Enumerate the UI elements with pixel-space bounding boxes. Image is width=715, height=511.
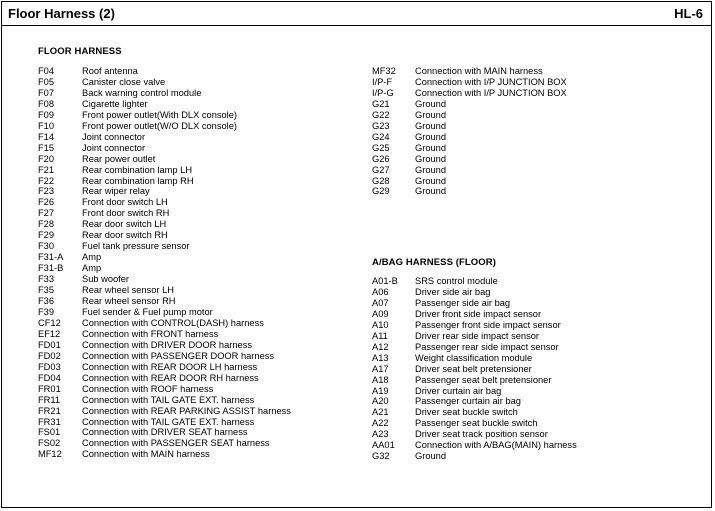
connector-entry	[38, 351, 291, 362]
connector-entry	[38, 285, 291, 296]
connector-description: Driver seat belt pretensioner	[415, 363, 532, 374]
connector-code: F23	[38, 186, 55, 197]
connector-entry	[372, 309, 577, 320]
connector-entry	[38, 219, 291, 230]
connector-entry	[372, 165, 567, 176]
page-title: Floor Harness (2)	[8, 6, 115, 21]
connector-description: Back warning control module	[82, 87, 202, 98]
connector-code: A01-B	[372, 276, 398, 286]
connector-code: F35	[38, 285, 55, 296]
connector-description: Rear door switch RH	[82, 230, 168, 241]
connector-code: G25	[372, 142, 390, 153]
connector-code: F15	[38, 142, 55, 153]
connector-code: F30	[38, 241, 55, 252]
connector-entry	[38, 395, 291, 406]
connector-code: MF32	[372, 66, 396, 76]
connector-entry	[38, 143, 291, 154]
connector-description: Connection with I/P JUNCTION BOX	[415, 87, 567, 98]
connector-description: Passenger rear side impact sensor	[415, 341, 559, 352]
connector-code: F20	[38, 153, 55, 164]
connector-description: Fuel sender & Fuel pump motor	[82, 306, 213, 317]
connector-description: Amp	[82, 263, 102, 274]
connector-code: A21	[372, 407, 389, 418]
connector-description: Sub woofer	[82, 274, 130, 285]
connector-description: Driver seat buckle switch	[415, 407, 518, 418]
connector-entry	[38, 110, 291, 121]
connector-code: F26	[38, 197, 55, 208]
connector-code: EF12	[38, 328, 61, 339]
connector-code: G29	[372, 186, 390, 197]
connector-description: Ground	[415, 164, 447, 175]
connector-code: G27	[372, 164, 390, 175]
floor-harness-heading: FLOOR HARNESS	[38, 46, 122, 57]
connector-description: Driver curtain air bag	[415, 385, 502, 396]
connector-description: Canister close valve	[82, 76, 166, 87]
connector-description: Connection with ROOF harness	[82, 383, 214, 394]
connector-code: MF12	[38, 449, 62, 460]
connector-entry	[38, 307, 291, 318]
connector-code: I/P-G	[372, 87, 394, 98]
connector-code: FD01	[38, 339, 61, 350]
connector-entry	[38, 132, 291, 143]
connector-entry	[372, 88, 567, 99]
connector-entry	[38, 340, 291, 351]
connector-entry	[38, 318, 291, 329]
connector-code: A11	[372, 330, 388, 341]
connector-description: Ground	[415, 142, 447, 153]
connector-description: Rear combination lamp RH	[82, 175, 194, 186]
connector-entry	[372, 440, 577, 451]
connector-entry	[372, 121, 567, 132]
connector-description: Front door switch RH	[82, 208, 170, 219]
connector-entry	[38, 384, 291, 395]
connector-code: F27	[38, 208, 55, 219]
connector-description: Driver front side impact sensor	[415, 308, 542, 319]
connector-entry	[38, 296, 291, 307]
connector-entry	[38, 241, 291, 252]
connector-code: G21	[372, 98, 390, 109]
connector-code: F33	[38, 274, 55, 285]
connector-code: F05	[38, 76, 55, 87]
connector-code: FR21	[38, 405, 61, 416]
connector-code: FS02	[38, 438, 61, 449]
connector-description: Connection with DRIVER DOOR harness	[82, 339, 252, 350]
connector-entry	[38, 274, 291, 285]
connector-description: Connection with REAR DOOR RH harness	[82, 372, 259, 383]
connector-description: Joint connector	[82, 142, 146, 153]
connector-description: Driver seat track position sensor	[415, 429, 548, 440]
connector-entry	[372, 66, 567, 77]
connector-code: G26	[372, 153, 390, 164]
connector-description: Rear wheel sensor LH	[82, 285, 174, 296]
connector-description: Connection with REAR DOOR LH harness	[82, 361, 258, 372]
connector-description: Driver side air bag	[415, 286, 491, 297]
connector-description: Front door switch LH	[82, 197, 168, 208]
connector-code: A07	[372, 297, 389, 308]
abag-harness-list	[372, 276, 577, 462]
connector-description: Connection with FRONT harness	[82, 328, 219, 339]
connector-description: Fuel tank pressure sensor	[82, 241, 190, 252]
connector-description: Connection with CONTROL(DASH) harness	[82, 317, 264, 328]
connector-description: Ground	[415, 98, 447, 109]
floor-harness-list-continued	[372, 66, 567, 197]
connector-description: Ground	[415, 109, 447, 120]
connector-code: A19	[372, 385, 389, 396]
connector-entry	[38, 186, 291, 197]
connector-code: F07	[38, 87, 55, 98]
connector-code: CF12	[38, 317, 61, 328]
connector-code: F31-B	[38, 263, 64, 274]
connector-entry	[372, 429, 577, 440]
connector-description: Front power outlet(With DLX console)	[82, 109, 238, 120]
connector-description: Amp	[82, 252, 102, 263]
connector-description: Passenger side air bag	[415, 297, 511, 308]
connector-code: FR11	[38, 394, 61, 405]
connector-entry	[38, 121, 291, 132]
connector-entry	[372, 386, 577, 397]
connector-description: Connection with A/BAG(MAIN) harness	[415, 440, 577, 451]
connector-code: G28	[372, 175, 390, 186]
connector-entry	[372, 110, 567, 121]
connector-description: Ground	[415, 131, 447, 142]
connector-description: Rear door switch LH	[82, 219, 167, 230]
connector-entry	[38, 230, 291, 241]
connector-description: SRS control module	[415, 276, 498, 286]
connector-entry	[38, 252, 291, 263]
connector-entry	[38, 329, 291, 340]
connector-entry	[38, 154, 291, 165]
connector-entry	[38, 99, 291, 110]
connector-description: Joint connector	[82, 131, 146, 142]
connector-description: Rear wiper relay	[82, 186, 150, 197]
connector-entry	[372, 154, 567, 165]
connector-description: Ground	[415, 186, 447, 197]
connector-code: F31-A	[38, 252, 64, 263]
connector-entry	[38, 197, 291, 208]
connector-code: AA01	[372, 440, 395, 451]
connector-description: Connection with PASSENGER SEAT harness	[82, 438, 270, 449]
connector-entry	[38, 263, 291, 274]
connector-entry	[372, 375, 577, 386]
connector-description: Connection with MAIN harness	[415, 66, 543, 76]
connector-code: A13	[372, 352, 389, 363]
connector-code: F39	[38, 306, 55, 317]
connector-code: FR01	[38, 383, 61, 394]
connector-entry	[372, 77, 567, 88]
connector-description: Connection with TAIL GATE EXT. harness	[82, 394, 255, 405]
connector-description: Ground	[415, 153, 447, 164]
connector-entry	[372, 176, 567, 187]
connector-entry	[372, 451, 577, 462]
connector-description: Passenger seat buckle switch	[415, 418, 538, 429]
connector-code: A23	[372, 429, 389, 440]
connector-entry	[38, 427, 291, 438]
connector-entry	[372, 418, 577, 429]
connector-description: Rear power outlet	[82, 153, 156, 164]
connector-code: A06	[372, 286, 389, 297]
connector-description: Ground	[415, 120, 447, 131]
connector-code: G24	[372, 131, 390, 142]
connector-description: Driver rear side impact sensor	[415, 330, 539, 341]
connector-entry	[38, 66, 291, 77]
connector-entry	[372, 396, 577, 407]
connector-entry	[372, 353, 577, 364]
connector-code: F29	[38, 230, 55, 241]
connector-description: Passenger seat belt pretensioner	[415, 374, 552, 385]
connector-code: FS01	[38, 427, 61, 438]
connector-code: F36	[38, 296, 55, 307]
connector-entry	[38, 449, 291, 460]
connector-code: FR31	[38, 416, 61, 427]
connector-code: G22	[372, 109, 390, 120]
connector-entry	[372, 298, 577, 309]
connector-description: Weight classification module	[415, 352, 533, 363]
connector-description: Rear wheel sensor RH	[82, 296, 176, 307]
connector-description: Passenger curtain air bag	[415, 396, 521, 407]
connector-entry	[372, 320, 577, 331]
connector-description: Ground	[415, 451, 447, 462]
connector-code: I/P-F	[372, 76, 393, 87]
connector-entry	[38, 208, 291, 219]
connector-description: Connection with DRIVER SEAT harness	[82, 427, 248, 438]
connector-entry	[372, 287, 577, 298]
connector-entry	[372, 364, 577, 375]
connector-code: F28	[38, 219, 55, 230]
connector-code: FD02	[38, 350, 61, 361]
connector-code: A10	[372, 319, 389, 330]
connector-description: Ground	[415, 175, 447, 186]
connector-code: A17	[372, 363, 389, 374]
connector-description: Connection with REAR PARKING ASSIST harness	[82, 405, 291, 416]
connector-code: F08	[38, 98, 55, 109]
connector-entry	[38, 77, 291, 88]
connector-entry	[38, 176, 291, 187]
connector-description: Connection with I/P JUNCTION BOX	[415, 76, 567, 87]
connector-description: Rear combination lamp LH	[82, 164, 193, 175]
connector-description: Passenger front side impact sensor	[415, 319, 561, 330]
connector-description: Cigarette lighter	[82, 98, 148, 109]
connector-entry	[372, 99, 567, 110]
connector-description: Connection with MAIN harness	[82, 449, 210, 460]
connector-code: F14	[38, 131, 55, 142]
connector-entry	[372, 186, 567, 197]
connector-code: FD03	[38, 361, 61, 372]
connector-entry	[38, 165, 291, 176]
page-header	[2, 2, 711, 26]
connector-entry	[38, 438, 291, 449]
floor-harness-list	[38, 66, 291, 460]
connector-entry	[38, 88, 291, 99]
connector-entry	[38, 362, 291, 373]
connector-code: G32	[372, 451, 390, 462]
connector-entry	[38, 417, 291, 428]
connector-entry	[38, 373, 291, 384]
connector-code: A22	[372, 418, 389, 429]
connector-code: A18	[372, 374, 389, 385]
connector-code: FD04	[38, 372, 61, 383]
connector-description: Connection with PASSENGER DOOR harness	[82, 350, 275, 361]
connector-code: G23	[372, 120, 390, 131]
connector-code: A20	[372, 396, 389, 407]
connector-code: F09	[38, 109, 55, 120]
connector-code: A12	[372, 341, 389, 352]
connector-entry	[372, 143, 567, 154]
connector-entry	[372, 132, 567, 143]
connector-entry	[372, 407, 577, 418]
connector-code: F10	[38, 120, 55, 131]
connector-description: Roof antenna	[82, 66, 138, 76]
connector-description: Connection with TAIL GATE EXT. harness	[82, 416, 255, 427]
connector-code: A09	[372, 308, 389, 319]
connector-description: Front power outlet(W/O DLX console)	[82, 120, 238, 131]
connector-code: F04	[38, 66, 55, 76]
connector-entry	[372, 276, 577, 287]
page-frame	[1, 1, 712, 508]
connector-entry	[38, 406, 291, 417]
connector-entry	[372, 342, 577, 353]
abag-harness-heading: A/BAG HARNESS (FLOOR)	[372, 257, 497, 268]
page-code: HL-6	[674, 6, 703, 21]
connector-entry	[372, 331, 577, 342]
connector-code: F21	[38, 164, 55, 175]
connector-code: F22	[38, 175, 55, 186]
